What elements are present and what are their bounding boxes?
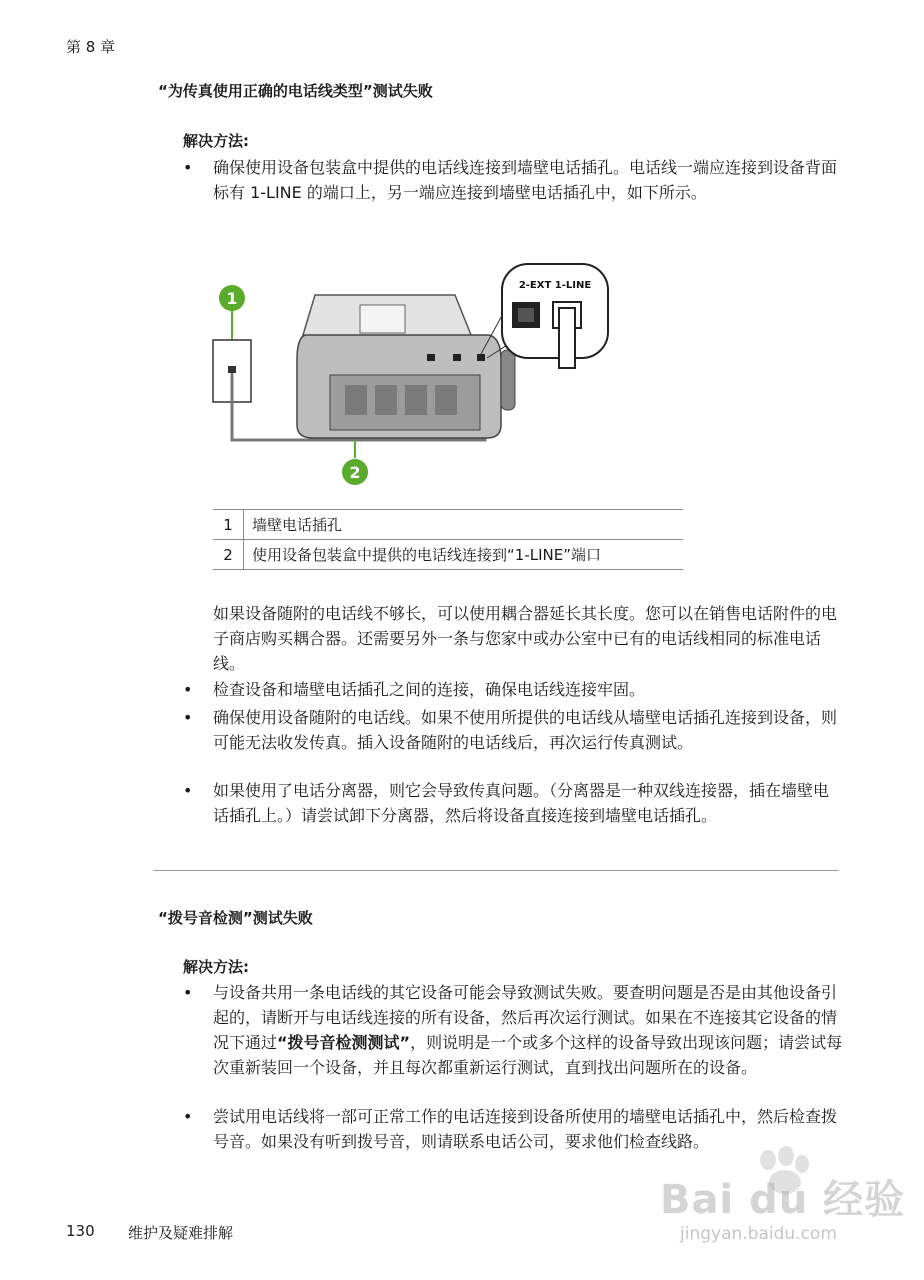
chapter-label: 第 8 章 bbox=[66, 38, 116, 56]
bullet-dot: • bbox=[183, 708, 193, 727]
bullet-text: 检查设备和墙壁电话插孔之间的连接，确保电话线连接牢固。 bbox=[213, 680, 646, 699]
bullet-text: 确保使用设备包装盒中提供的电话线连接到墙壁电话插孔。电话线一端应连接到设备背面标有 1-LINE 的端口上，另一端应连接到墙壁电话插孔中，如下所示。 bbox=[213, 158, 838, 202]
section-title-dial-tone: “拨号音检测”测试失败 bbox=[158, 909, 313, 927]
table-row bbox=[213, 540, 683, 570]
figure-legend-table bbox=[213, 509, 683, 570]
bullet-text: 确保使用设备随附的电话线。如果不使用所提供的电话线从墙壁电话插孔连接到设备，则可能无法收发传真。插入设备随附的电话线后，再次运行传真测试。 bbox=[213, 708, 838, 752]
bullet-text-part: ，则说明是一个或多个这样的设备导致出现该问题；请尝试每次重新装回一个设备，并且每次都重新运行测试，直到找出问题所在的设备。 bbox=[213, 1033, 843, 1077]
device-port-1line bbox=[477, 354, 485, 361]
port-label: 2-EXT 1-LINE bbox=[518, 280, 592, 291]
bullet-item bbox=[183, 677, 843, 702]
device-port bbox=[453, 354, 461, 361]
bullet-item bbox=[183, 778, 843, 828]
solution-label: 解决方法: bbox=[183, 132, 249, 150]
device-door-slot bbox=[405, 385, 427, 415]
device-side-knob bbox=[501, 350, 515, 410]
bullet-text: 如果使用了电话分离器，则它会导致传真问题。（分离器是一种双线连接器，插在墙壁电话插孔上。）请尝试卸下分离器，然后将设备直接连接到墙壁电话插孔。 bbox=[213, 781, 830, 825]
bullet-dot: • bbox=[183, 781, 193, 800]
bullet-dot: • bbox=[183, 158, 193, 177]
page-number: 130 bbox=[66, 1222, 95, 1240]
bullet-text-part: 与设备共用一条电话线的其它设备可能会导致测试失败。要查明问题是否是由其他设备引起的，请断开与电话线连接的所有设备，然后再次运行测试。如果在不连接其它设备的情况下通过 bbox=[213, 983, 838, 1052]
bullet-dot: • bbox=[183, 680, 193, 699]
bullet-item bbox=[183, 980, 843, 1080]
callout-1-number: 1 bbox=[226, 289, 238, 308]
bullet-dot: • bbox=[183, 1107, 193, 1126]
device-tray-window bbox=[360, 305, 405, 333]
footer-title: 维护及疑难排解 bbox=[128, 1224, 234, 1242]
legend-number: 1 bbox=[213, 510, 244, 540]
watermark-brand: Bai du 经验 bbox=[660, 1177, 906, 1223]
legend-number: 2 bbox=[213, 540, 244, 570]
bullet-text: 尝试用电话线将一部可正常工作的电话连接到设备所使用的墙壁电话插孔中，然后检查拨号音。如果没有听到拨号音，则请联系电话公司，要求他们检查线路。 bbox=[213, 1107, 838, 1151]
section-title-fax-line-type: “为传真使用正确的电话线类型”测试失败 bbox=[158, 82, 433, 100]
connection-diagram-svg bbox=[205, 250, 625, 500]
legend-text: 墙壁电话插孔 bbox=[244, 510, 684, 540]
coupler-paragraph: 如果设备随附的电话线不够长，可以使用耦合器延长其长度。您可以在销售电话附件的电子商店购买耦合器。还需要另外一条与您家中或办公室中已有的电话线相同的标准电话线。 bbox=[213, 604, 838, 673]
bullet-item bbox=[183, 155, 843, 205]
ext-port-inner bbox=[518, 308, 534, 322]
bullet-dot: • bbox=[183, 983, 193, 1002]
bullet-text-emphasis: “拨号音检测测试” bbox=[277, 1033, 411, 1052]
bullet-text bbox=[213, 980, 843, 1080]
device-port bbox=[427, 354, 435, 361]
callout-2-number: 2 bbox=[349, 463, 361, 482]
table-row bbox=[213, 510, 683, 540]
connection-diagram bbox=[205, 250, 625, 500]
legend-text: 使用设备包装盒中提供的电话线连接到“1-LINE”端口 bbox=[244, 540, 684, 570]
wall-jack-socket bbox=[228, 366, 236, 373]
device-door-slot bbox=[435, 385, 457, 415]
device-door-slot bbox=[345, 385, 367, 415]
device-door-slot bbox=[375, 385, 397, 415]
solution-label: 解决方法: bbox=[183, 958, 249, 976]
line-plug-icon bbox=[559, 308, 575, 368]
bullet-item bbox=[183, 705, 843, 755]
section-divider bbox=[153, 870, 839, 871]
watermark-site: jingyan.baidu.com bbox=[680, 1224, 837, 1244]
